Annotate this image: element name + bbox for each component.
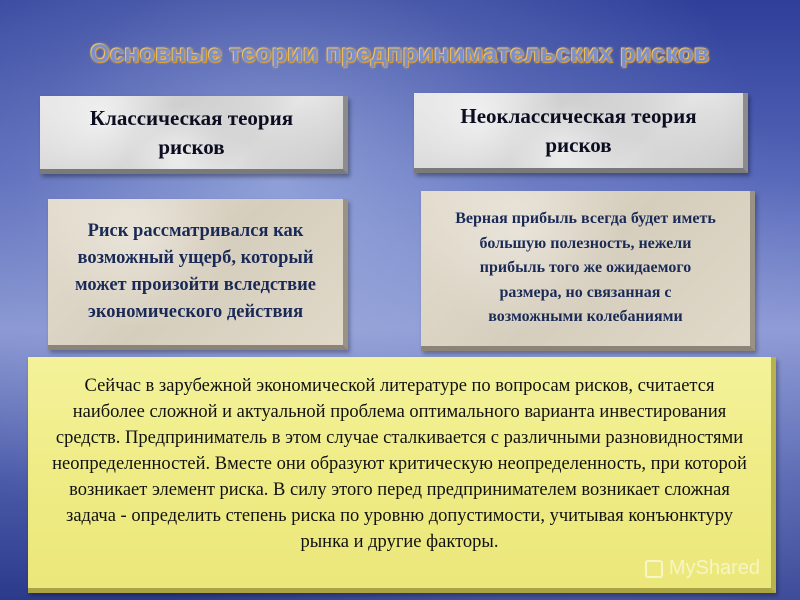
summary-text: Сейчас в зарубежной экономической литературе по вопросам рисков, считается наиболее сложной и актуальной проблема оптимального варианта инвестирования средств. Предприниматель в этом случае сталкивается с различными разновидностями неопределенностей. Вместе они образуют критическую неопределенность, при которой возникает элемент риска. В силу этого перед предпринимателем возникает сложная задача - определить степень риска по уровню допустимости, учитывая конъюнктуру рынка и другие факторы. (52, 376, 747, 552)
classical-theory-title: Классическая теория рисков (89, 106, 294, 159)
watermark (645, 557, 760, 580)
classical-theory-description (48, 199, 348, 350)
neoclassical-theory-title: Неоклассическая теория рисков (460, 104, 697, 157)
classical-theory-text: Риск рассматривался как возможный ущерб, который может произойти вследствие экономического действия (75, 221, 316, 322)
neoclassical-theory-header (414, 93, 748, 173)
presentation-icon (645, 560, 663, 578)
slide-title: Основные теории предпринимательских рисков (90, 40, 710, 68)
watermark-text: MyShared (668, 557, 760, 579)
neoclassical-theory-text: Верная прибыль всегда будет иметь большую полезность, нежели прибыль того же ожидаемого размера, но связанная с возможными колебаниями (455, 210, 716, 326)
classical-theory-header (40, 96, 348, 174)
neoclassical-theory-description (421, 191, 755, 351)
